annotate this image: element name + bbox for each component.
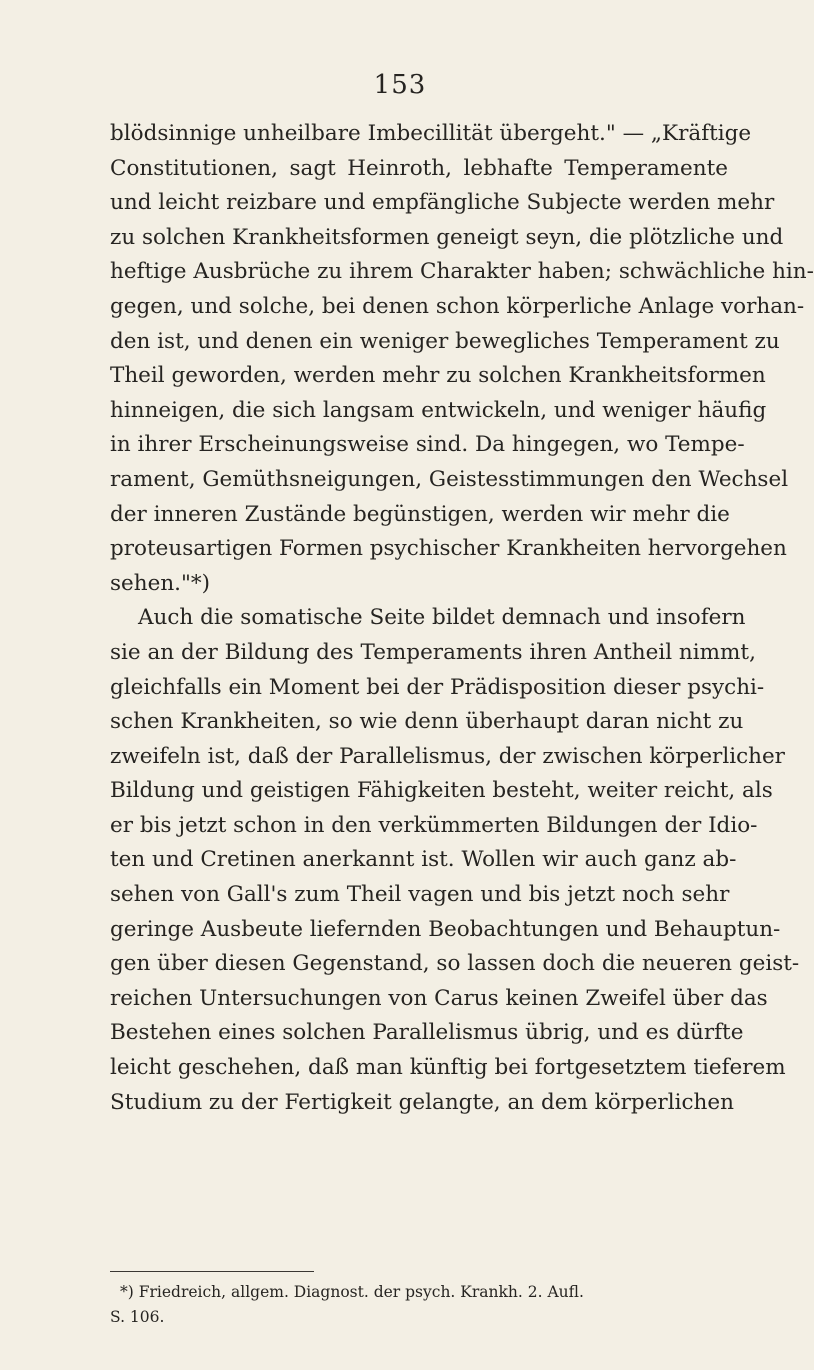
text-line: Studium zu der Fertigkeit gelangte, an dem körperlichen <box>110 1089 734 1115</box>
text-line: schen Krankheiten, so wie denn überhaupt daran nicht zu <box>110 709 744 735</box>
text-line: und leicht reizbare und empfängliche Subjecte werden mehr <box>110 190 775 216</box>
text-line: sie an der Bildung des Temperaments ihren Antheil nimmt, <box>110 639 756 665</box>
text-line: zweifeln ist, daß der Parallelismus, der zwischen körperlicher <box>110 743 785 769</box>
text-line: den ist, und denen ein weniger bewegliches Temperament zu <box>110 328 780 354</box>
text-line: ten und Cretinen anerkannt ist. Wollen wir auch ganz ab- <box>110 847 737 873</box>
footnote <box>110 1280 728 1330</box>
text-line: geringe Ausbeute liefernden Beobachtungen und Behauptun- <box>110 916 781 942</box>
text-line: hinneigen, die sich langsam entwickeln, und weniger häufig <box>110 397 767 423</box>
text-line: gen über diesen Gegenstand, so lassen doch die neueren geist- <box>110 951 800 977</box>
text-line: er bis jetzt schon in den verkümmerten Bildungen der Idio- <box>110 812 758 838</box>
text-line: sehen von Gall's zum Theil vagen und bis jetzt noch sehr <box>110 882 730 908</box>
text-line: leicht geschehen, daß man künftig bei fortgesetztem tieferem <box>110 1055 786 1081</box>
text-line: blödsinnige unheilbare Imbecillität übergeht." — „Kräftige <box>110 121 752 146</box>
footnote-divider <box>110 1271 314 1272</box>
text-line: rament, Gemüthsneigungen, Geistesstimmungen den Wechsel <box>110 466 789 492</box>
text-line: proteusartigen Formen psychischer Krankheiten hervorgehen <box>110 536 787 562</box>
text-line: reichen Untersuchungen von Carus keinen Zweifel über das <box>110 985 768 1011</box>
text-line: der inneren Zustände begünstigen, werden wir mehr die <box>110 501 730 527</box>
text-line: zu solchen Krankheitsformen geneigt seyn, die plötzliche und <box>110 224 784 250</box>
text-line: Bildung und geistigen Fähigkeiten besteht, weiter reicht, als <box>110 778 773 804</box>
page-number: 153 <box>373 70 427 100</box>
text-line: sehen."*) <box>110 570 211 596</box>
footnote-line: S. 106. <box>110 1308 165 1326</box>
footnote-line: *) Friedreich, allgem. Diagnost. der psych. Krankh. 2. Aufl. <box>120 1283 584 1301</box>
text-line: Auch die somatische Seite bildet demnach und insofern <box>138 605 746 631</box>
text-line: Bestehen eines solchen Parallelismus übrig, und es dürfte <box>110 1020 744 1046</box>
text-line: Constitutionen, sagt Heinroth, lebhafte Temperamente <box>110 155 728 181</box>
text-line: heftige Ausbrüche zu ihrem Charakter haben; schwächliche hin- <box>110 259 814 285</box>
text-line: in ihrer Erscheinungsweise sind. Da hingegen, wo Tempe- <box>110 432 745 458</box>
text-line: gegen, und solche, bei denen schon körperliche Anlage vorhan- <box>110 293 805 319</box>
text-line: gleichfalls ein Moment bei der Prädisposition dieser psychi- <box>110 674 765 700</box>
text-line: Theil geworden, werden mehr zu solchen Krankheitsformen <box>110 363 766 389</box>
body-text <box>110 117 814 1120</box>
